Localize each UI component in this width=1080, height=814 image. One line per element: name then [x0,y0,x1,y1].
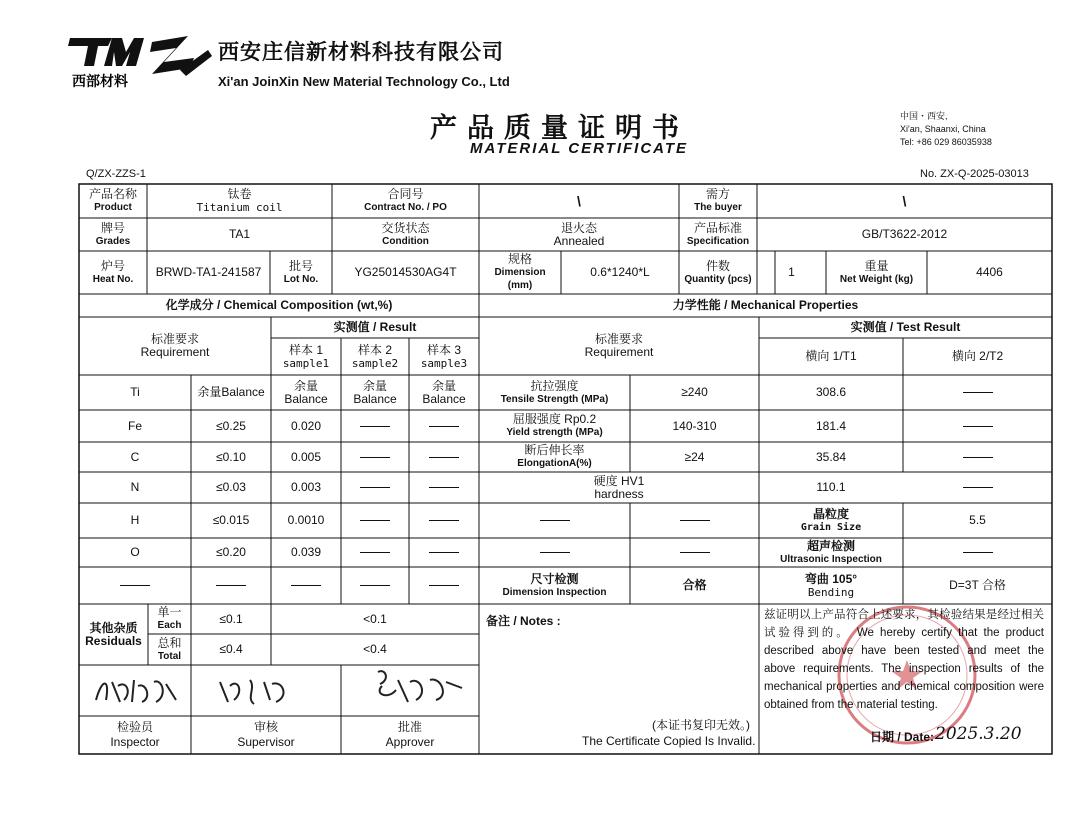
dimension-label: 规格 Dimension (mm) [494,252,546,291]
sample1-cell: 余量 Balance [284,378,328,406]
element-cell: N [130,480,140,494]
sample1-cell: 0.0010 [287,513,325,527]
hardness-label: 硬度 HV1 hardness [593,473,645,501]
dash-cell [903,538,1052,567]
total-value: <0.4 [363,642,387,656]
chem-section-title: 化学成分 / Chemical Composition (wt,%) [165,298,393,312]
spec-value: GB/T3622-2012 [861,227,948,241]
dash-cell [341,538,409,567]
contract-label: 合同号 Contract No. / PO [364,187,447,213]
quantity-value: 1 [788,265,795,279]
elongation-t1: 35.84 [815,449,847,464]
mech-requirement-header: 标准要求 Requirement [584,332,654,359]
sample3-cell: 余量 Balance [422,378,466,406]
each-value: <0.1 [363,611,387,626]
weight-value: 4406 [976,265,1003,279]
total-label: 总和 Total [157,635,182,662]
dimension-inspection-value: 合格 [682,578,707,592]
dash-cell [903,410,1052,442]
sample2-cell: 余量 Balance [353,378,397,406]
heat-label: 炉号 Heat No. [92,258,134,285]
grain-size-value: 5.5 [969,513,986,527]
elongation-label: 断后伸长率 ElongationA(%) [517,443,592,469]
t1-header: 横向 1/T1 [805,349,857,363]
heat-value: BRWD-TA1-241587 [155,265,262,279]
dash-cell [341,503,409,538]
product-value: 钛卷 Titanium coil [196,187,283,214]
copy-warning-cn: (本证书复印无效。) [652,718,750,732]
doc-code: Q/ZX-ZZS-1 [86,168,146,180]
weight-label: 重量 Net Weight (kg) [839,258,914,285]
each-requirement: ≤0.1 [219,611,243,626]
supervisor-signature [210,672,310,708]
date-value: 2025.3.20 [935,724,1022,744]
grain-size-label: 晶粒度 Grain Size [800,506,862,533]
lot-label: 批号 Lot No. [283,258,319,285]
dash-cell [409,567,479,604]
dash-cell [341,567,409,604]
yield-t1: 181.4 [815,418,847,433]
approver-label: 批准 Approver [385,720,435,749]
residuals-label: 其他杂质 Residuals [85,620,142,648]
sample3-header: 样本 3 sample3 [420,342,468,370]
element-cell: H [130,513,140,527]
dash-cell [191,567,271,604]
dash-cell [479,503,630,538]
copy-warning-en: The Certificate Copied Is Invalid. [582,734,756,748]
condition-value: 退火态 Annealed [553,220,605,248]
inspector-label: 检验员 Inspector [110,720,160,749]
buyer-label: 需方 The buyer [694,187,742,213]
sample1-cell: 0.039 [290,545,322,559]
requirement-cell: ≤0.25 [216,418,246,433]
chem-requirement-header: 标准要求 Requirement [140,332,210,359]
tensile-label: 抗拉强度 Tensile Strength (MPa) [500,378,609,405]
buyer-value: \ [902,192,907,209]
dimension-inspection-label: 尺寸检测 Dimension Inspection [502,571,607,598]
quantity-label: 件数 Quantity (pcs) [684,258,752,285]
address-line2: Xi'an, Shaanxi, China [900,124,986,134]
dash-cell [903,375,1052,410]
dash-cell [341,442,409,472]
requirement-cell: ≤0.03 [216,480,246,494]
dash-cell [79,567,191,604]
chem-result-header: 实测值 / Result [333,320,417,334]
logo-text: 西部材料 [72,74,128,90]
mech-result-header: 实测值 / Test Result [850,320,961,334]
hardness-t1: 110.1 [816,480,846,494]
sample1-cell: 0.020 [290,418,322,433]
requirement-cell: ≤0.015 [212,513,250,527]
company-name-en: Xi'an JoinXin New Material Technology Co., Ltd [218,74,510,89]
requirement-cell: ≤0.20 [216,545,246,559]
dash-cell [341,472,409,503]
bending-value: D=3T 合格 [949,578,1006,592]
element-cell: Fe [127,418,142,433]
tensile-requirement: ≥240 [681,385,708,399]
yield-requirement: 140-310 [672,418,717,433]
elongation-requirement: ≥24 [684,449,705,464]
notes-label: 备注 / Notes : [486,614,561,628]
contract-value: \ [577,192,581,209]
dash-cell [903,472,1052,503]
certification-statement: 兹证明以上产品符合上述要求，其检验结果是经过相关试验得到的。 We hereby certify that the product described above have been tested and meet the above requirements. The inspection results of the mechanical properties and chemical composition were obtained from the material testing. [764,609,1044,711]
title-en: MATERIAL CERTIFICATE [470,140,689,157]
product-label: 产品名称 Product [88,187,137,213]
dash-cell [409,442,479,472]
ultrasonic-label: 超声检测 Ultrasonic Inspection [780,538,882,565]
dash-cell [630,538,759,567]
requirement-cell: ≤0.10 [216,449,246,464]
element-cell: Ti [130,385,140,399]
supervisor-label: 审核 Supervisor [237,720,295,749]
address-line1: 中国・西安, [900,111,948,121]
each-label: 单一 Each [157,605,182,631]
grade-value: TA1 [228,227,251,241]
bending-label: 弯曲 105° Bending [804,571,858,599]
yield-label: 屈服强度 Rp0.2 Yield strength (MPa) [506,412,603,438]
dash-cell [903,442,1052,472]
tensile-t1: 308.6 [815,385,847,399]
spec-label: 产品标准 Specification [686,220,750,247]
title-cn: 产品质量证明书 [430,113,689,143]
sample1-cell: 0.003 [290,480,322,494]
dash-cell [409,503,479,538]
lot-value: YG25014530AG4T [354,265,457,279]
sample1-header: 样本 1 sample1 [282,342,330,370]
dimension-value: 0.6*1240*L [590,265,650,279]
requirement-cell: 余量Balance [197,385,265,399]
grade-label: 牌号 Grades [95,220,131,247]
mech-section-title: 力学性能 / Mechanical Properties [672,298,859,312]
condition-label: 交货状态 Condition [381,220,430,247]
telephone: Tel: +86 029 86035938 [900,137,992,147]
sample2-header: 样本 2 sample2 [351,342,399,370]
company-name-cn: 西安庄信新材料科技有限公司 [218,41,504,64]
element-cell: O [130,545,140,559]
dash-cell [271,567,341,604]
element-cell: C [130,449,140,464]
cert-number: No. ZX-Q-2025-03013 [920,168,1029,180]
inspector-signature [92,672,182,708]
dash-cell [341,410,409,442]
approver-signature [368,666,468,708]
t2-header: 横向 2/T2 [951,349,1004,363]
total-requirement: ≤0.4 [219,642,243,656]
dash-cell [409,410,479,442]
dash-cell [409,538,479,567]
date-label: 日期 / Date: [870,730,935,744]
dash-cell [630,503,759,538]
dash-cell [479,538,630,567]
sample1-cell: 0.005 [290,449,322,464]
dash-cell [409,472,479,503]
